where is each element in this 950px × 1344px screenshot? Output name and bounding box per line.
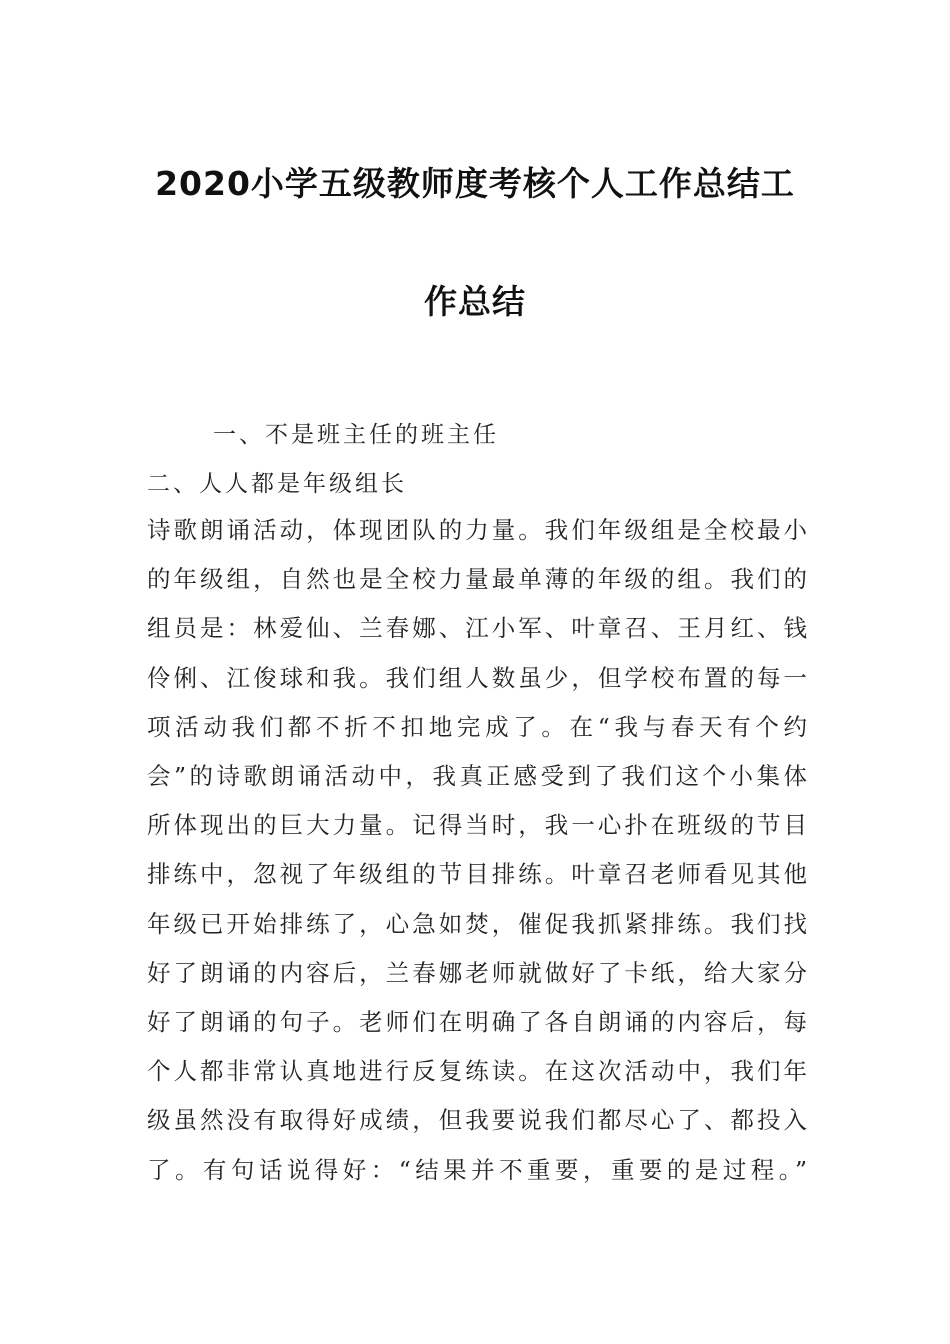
body-line: 项活动我们都不折不扣地完成了。在“我与春天有个约 xyxy=(147,712,807,741)
body-line: 好了朗诵的内容后，兰春娜老师就做好了卡纸，给大家分 xyxy=(147,958,807,987)
body-line: 伶俐、江俊球和我。我们组人数虽少，但学校布置的每一 xyxy=(147,663,807,692)
body-line: 诗歌朗诵活动，体现团队的力量。我们年级组是全校最小 xyxy=(147,516,807,544)
body-line: 级虽然没有取得好成绩，但我要说我们都尽心了、都投入 xyxy=(147,1106,807,1135)
section-heading-1: 一、不是班主任的班主任 xyxy=(213,422,499,448)
body-line: 了。有句话说得好：“结果并不重要，重要的是过程。” xyxy=(147,1155,807,1184)
body-line: 个人都非常认真地进行反复练读。在这次活动中，我们年 xyxy=(147,1057,807,1086)
body-line: 所体现出的巨大力量。记得当时，我一心扑在班级的节目 xyxy=(147,811,807,840)
section-heading-2: 二、人人都是年级组长 xyxy=(147,471,407,497)
body-line: 排练中，忽视了年级组的节目排练。叶章召老师看见其他 xyxy=(147,860,807,889)
body-line: 年级已开始排练了，心急如焚，催促我抓紧排练。我们找 xyxy=(147,909,807,938)
body-line: 的年级组，自然也是全校力量最单薄的年级的组。我们的 xyxy=(147,565,807,594)
document-title-line-2: 作总结 xyxy=(424,282,526,321)
body-paragraph xyxy=(147,506,807,1195)
body-line: 好了朗诵的句子。老师们在明确了各自朗诵的内容后，每 xyxy=(147,1008,807,1037)
document-title-line-1: 2020小学五级教师度考核个人工作总结工 xyxy=(155,164,795,203)
body-line: 会”的诗歌朗诵活动中，我真正感受到了我们这个小集体 xyxy=(147,762,807,791)
body-line: 组员是：林爱仙、兰春娜、江小军、叶章召、王月红、钱 xyxy=(147,614,807,643)
